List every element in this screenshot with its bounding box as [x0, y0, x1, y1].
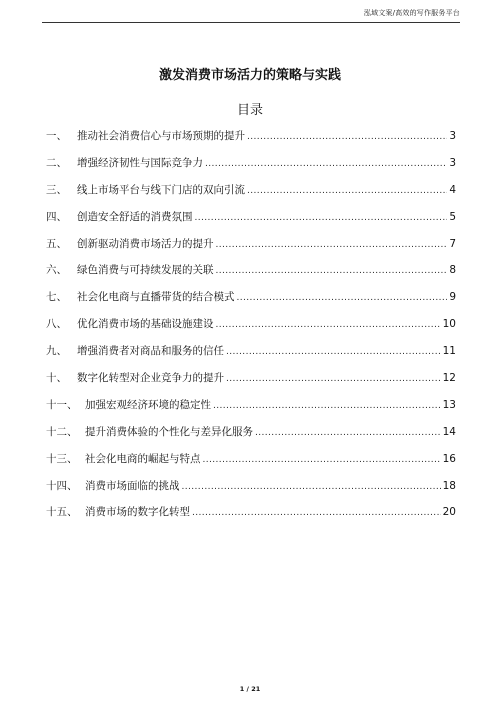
toc-leader-dots — [216, 266, 448, 276]
toc-leader-dots — [237, 293, 448, 303]
toc-entry-number: 一、 — [46, 130, 67, 142]
toc-leader-dots — [205, 159, 447, 169]
toc-entry-title: 社会化电商与直播带货的结合模式 — [77, 291, 235, 304]
toc-entry-number: 八、 — [46, 318, 67, 331]
toc-entry-number: 十二、 — [46, 425, 78, 438]
toc-entry[interactable] — [46, 397, 456, 424]
toc-entry[interactable] — [46, 182, 456, 209]
toc-entry[interactable] — [46, 451, 456, 478]
toc-entry-page: 13 — [442, 398, 456, 411]
toc-entry-number: 四、 — [46, 210, 67, 223]
toc-entry-title: 绿色消费与可持续发展的关联 — [77, 264, 214, 277]
toc-entry[interactable] — [46, 370, 456, 397]
toc-entry-title: 推动社会消费信心与市场预期的提升 — [77, 130, 245, 142]
toc-entry-page: 12 — [442, 372, 456, 385]
toc-entry-page: 3 — [449, 156, 456, 169]
toc-entry-page: 9 — [449, 291, 456, 304]
toc-entry-page: 5 — [449, 210, 456, 223]
toc-entry-page: 11 — [442, 345, 456, 358]
toc-entry-title: 提升消费体验的个性化与差异化服务 — [85, 425, 253, 438]
toc-entry-page: 7 — [449, 237, 456, 250]
toc-entry-page: 16 — [442, 452, 456, 465]
toc-entry[interactable] — [46, 478, 456, 505]
page-indicator: 1 / 21 — [239, 685, 261, 693]
toc-entry-page: 10 — [442, 318, 456, 331]
toc-entry[interactable] — [46, 289, 456, 316]
toc-entry-number: 三、 — [46, 183, 67, 196]
toc-entry-title: 社会化电商的崛起与特点 — [85, 452, 201, 465]
toc-entry-number: 十四、 — [46, 479, 78, 492]
toc-entry-title: 创造安全舒适的消费氛围 — [77, 210, 193, 223]
toc-entry[interactable] — [46, 209, 456, 236]
document-title: 激发消费市场活力的策略与实践 — [158, 68, 341, 83]
toc-entry-title: 优化消费市场的基础设施建设 — [77, 318, 214, 331]
toc-entry-page: 4 — [449, 183, 456, 196]
toc-entry-number: 十三、 — [46, 452, 78, 465]
toc-entry[interactable] — [46, 262, 456, 289]
toc-entry-title: 增强消费者对商品和服务的信任 — [77, 345, 224, 358]
toc-leader-dots — [213, 401, 441, 411]
toc-leader-dots — [203, 455, 441, 465]
toc-leader-dots — [192, 508, 441, 518]
toc-leader-dots — [182, 482, 441, 492]
toc-entry-page: 8 — [449, 264, 456, 277]
toc-entry[interactable] — [46, 316, 456, 343]
toc-entry[interactable] — [46, 424, 456, 451]
toc-entry-number: 五、 — [46, 237, 67, 250]
toc-heading: 目录 — [236, 103, 263, 118]
toc-entry-number: 十、 — [46, 372, 67, 385]
toc-leader-dots — [216, 240, 448, 250]
toc-entry-title: 消费市场的数字化转型 — [85, 506, 190, 519]
toc-leader-dots — [216, 320, 441, 330]
toc-entry-number: 二、 — [46, 156, 67, 169]
toc-entry-number: 七、 — [46, 291, 67, 304]
toc-leader-dots — [247, 132, 447, 142]
toc-entry-title: 线上市场平台与线下门店的双向引流 — [77, 183, 245, 196]
header-divider — [42, 22, 460, 23]
toc-entry-title: 增强经济韧性与国际竞争力 — [77, 156, 203, 169]
toc-leader-dots — [226, 347, 441, 357]
toc-leader-dots — [226, 374, 441, 384]
toc-entry-number: 十五、 — [46, 506, 78, 519]
toc-entry-title: 创新驱动消费市场活力的提升 — [77, 237, 214, 250]
toc-entry-number: 六、 — [46, 264, 67, 277]
toc-entry-page: 20 — [442, 506, 456, 519]
toc-leader-dots — [255, 428, 441, 438]
toc-entry-page: 3 — [449, 130, 456, 142]
toc-entry-page: 14 — [442, 425, 456, 438]
toc-entry[interactable] — [46, 343, 456, 370]
toc-entry-number: 九、 — [46, 345, 67, 358]
toc-leader-dots — [195, 213, 448, 223]
toc-entry[interactable] — [46, 128, 456, 155]
table-of-contents — [46, 128, 456, 531]
toc-entry-number: 十一、 — [46, 398, 78, 411]
toc-entry[interactable] — [46, 236, 456, 263]
toc-leader-dots — [247, 186, 447, 196]
toc-entry[interactable] — [46, 155, 456, 182]
toc-entry-page: 18 — [442, 479, 456, 492]
header-brand-text: 泓域文案/高效的写作服务平台 — [363, 9, 460, 17]
toc-entry-title: 数字化转型对企业竞争力的提升 — [77, 372, 224, 385]
toc-entry-title: 加强宏观经济环境的稳定性 — [85, 398, 211, 411]
toc-entry-title: 消费市场面临的挑战 — [85, 479, 180, 492]
toc-entry[interactable] — [46, 504, 456, 531]
